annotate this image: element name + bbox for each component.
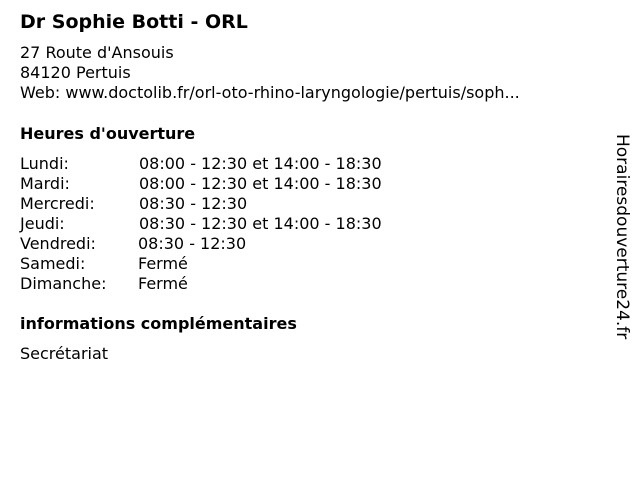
site-watermark: Horairesdouverture24.fr <box>612 134 632 340</box>
day-label: Mardi: <box>20 174 70 193</box>
day-label: Vendredi: <box>20 234 96 253</box>
additional-info-text: Secrétariat <box>20 344 109 363</box>
day-label: Dimanche: <box>20 274 107 293</box>
day-label: Lundi: <box>20 154 69 173</box>
time-value: 08:30 - 12:30 et 14:00 - 18:30 <box>139 214 382 233</box>
time-value: 08:30 - 12:30 <box>139 194 248 213</box>
day-label: Mercredi: <box>20 194 95 213</box>
opening-hours-heading: Heures d'ouverture <box>20 124 196 143</box>
address-city: 84120 Pertuis <box>20 63 131 82</box>
time-value: Fermé <box>138 254 188 273</box>
website-link[interactable]: Web: www.doctolib.fr/orl-oto-rhino-laryngologie/pertuis/soph... <box>20 83 520 102</box>
time-value: Fermé <box>138 274 188 293</box>
time-value: 08:00 - 12:30 et 14:00 - 18:30 <box>139 174 382 193</box>
address-street: 27 Route d'Ansouis <box>20 43 174 62</box>
day-label: Jeudi: <box>20 214 65 233</box>
additional-info-heading: informations complémentaires <box>20 314 297 333</box>
time-value: 08:00 - 12:30 et 14:00 - 18:30 <box>139 154 382 173</box>
address-block <box>20 43 520 103</box>
page-title: Dr Sophie Botti - ORL <box>20 11 248 33</box>
day-label: Samedi: <box>20 254 86 273</box>
time-value: 08:30 - 12:30 <box>138 234 247 253</box>
